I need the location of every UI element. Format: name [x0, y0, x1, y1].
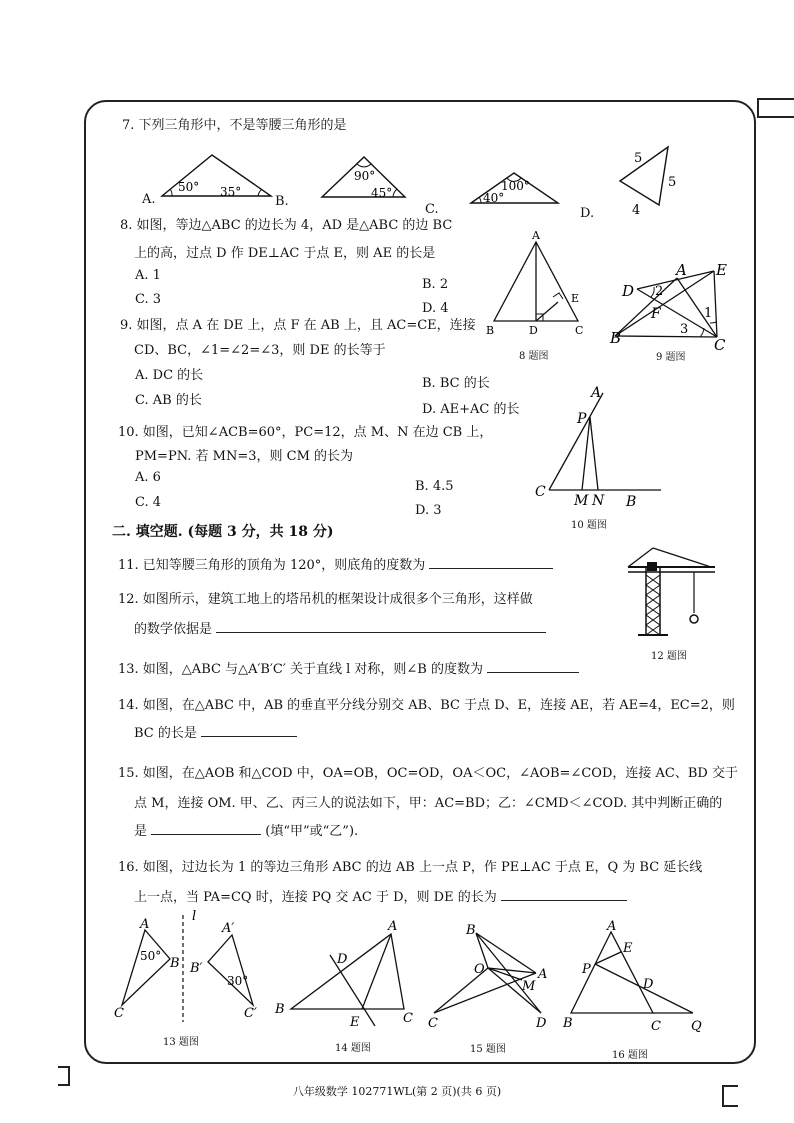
q7-option-a: A. — [142, 192, 156, 207]
q9-label-d: D — [622, 282, 635, 300]
q12-stem-2: 的数学依据是 — [134, 622, 213, 637]
fig16-label-q: Q — [691, 1019, 702, 1034]
q13-stem: 13. 如图，△ABC 与△A′B′C′ 关于直线 l 对称，则∠B 的度数为 — [118, 662, 483, 677]
fig13-label-b-prime: B′ — [190, 961, 203, 976]
fig15-caption: 15 题图 — [470, 1044, 506, 1055]
fig13-label-l: l — [192, 909, 197, 924]
fig14-label-d: D — [337, 952, 348, 967]
fig15-label-a: A — [538, 967, 548, 982]
q7-stem: 7. 下列三角形中，不是等腰三角形的是 — [122, 118, 347, 133]
section-2-heading: 二. 填空题. (每题 3 分，共 18 分) — [112, 524, 334, 540]
q8-option-b: B. 2 — [422, 277, 449, 292]
q7-option-d: D. — [580, 206, 595, 221]
q9-caption: 9 题图 — [656, 352, 686, 363]
q9-label-a: A — [676, 261, 687, 279]
q7-c-angle-100: 100° — [501, 179, 530, 193]
q10-option-d: D. 3 — [415, 503, 442, 518]
q12-line-1: 12. 如图所示，建筑工地上的塔吊机的框架设计成很多个三角形，这样做 — [118, 592, 533, 607]
q8-option-c: C. 3 — [135, 292, 162, 307]
fig14-label-e: E — [350, 1015, 360, 1030]
q14-stem-2: BC 的长是 — [134, 726, 197, 741]
q10-line-1: 10. 如图，已知∠ACB=60°，PC=12，点 M、N 在边 CB 上， — [118, 425, 493, 440]
q7-b-angle-90: 90° — [354, 169, 376, 183]
q9-option-d: D. AE+AC 的长 — [422, 402, 520, 417]
q9-label-f: F — [651, 306, 661, 322]
q15-stem-3b: (填“甲”或“乙”). — [265, 824, 359, 839]
q9-line-2: CD、BC，∠1=∠2=∠3，则 DE 的长等于 — [134, 343, 386, 358]
q10-label-n: N — [592, 493, 605, 509]
fig14-label-b: B — [275, 1002, 285, 1017]
q10-option-a: A. 6 — [135, 470, 161, 485]
q8-line-2: 上的高，过点 D 作 DE⊥AC 于点 E，则 AE 的长是 — [134, 246, 436, 261]
q14-line-1: 14. 如图，在△ABC 中，AB 的垂直平分线分别交 AB、BC 于点 D、E，连接 AE，若 AE=4，EC=2，则 — [118, 698, 735, 713]
q10-label-b: B — [626, 494, 637, 510]
q10-option-b: B. 4.5 — [415, 479, 454, 494]
q7-d-side-4: 4 — [632, 203, 641, 218]
fig13-label-c: C — [114, 1006, 124, 1021]
q10-option-c: C. 4 — [135, 495, 162, 510]
fig13-angle-30: 30° — [227, 974, 249, 988]
fig13-angle-50: 50° — [140, 949, 162, 963]
q15-line-1: 15. 如图，在△AOB 和△COD 中，OA=OB，OC=OD，OA＜OC，∠AOB=∠COD，连接 AC、BD 交于 — [118, 766, 738, 781]
fig16-label-p: P — [582, 962, 591, 977]
q15-line-2: 点 M，连接 OM. 甲、乙、丙三人的说法如下，甲：AC=BD；乙：∠CMD＜∠COD. 其中判断正确的 — [134, 796, 723, 811]
fig16-label-c: C — [651, 1019, 661, 1034]
q9-option-c: C. AB 的长 — [135, 393, 202, 408]
q10-label-a: A — [591, 385, 602, 401]
q7-c-angle-40: 40° — [483, 191, 505, 205]
q8-caption: 8 题图 — [519, 351, 549, 362]
q8-label-b: B — [486, 324, 495, 337]
q11-stem: 11. 已知等腰三角形的顶角为 120°，则底角的度数为 — [118, 558, 426, 573]
fig16-label-a: A — [607, 919, 617, 934]
fig15-label-m: M — [522, 979, 536, 994]
fig13-label-a: A — [140, 917, 150, 932]
page-footer: 八年级数学 102771WL(第 2 页)(共 6 页) — [292, 1085, 502, 1098]
q8-option-d: D. 4 — [422, 301, 449, 316]
q16-line-1: 16. 如图，过边长为 1 的等边三角形 ABC 的边 AB 上一点 P，作 PE⊥AC 于点 E，Q 为 BC 延长线 — [118, 860, 703, 875]
q10-caption: 10 题图 — [571, 520, 607, 531]
q10-label-c: C — [535, 484, 546, 500]
q10-label-p: P — [577, 411, 587, 427]
q9-label-2: 2 — [655, 284, 664, 299]
q7-b-angle-45: 45° — [371, 186, 393, 200]
q7-option-c: C. — [425, 202, 439, 217]
fig14-caption: 14 题图 — [335, 1043, 371, 1054]
q8-line-1: 8. 如图，等边△ABC 的边长为 4，AD 是△ABC 的边 BC — [120, 218, 453, 233]
q10-label-m: M — [574, 493, 589, 509]
fig13-label-a-prime: A′ — [222, 921, 235, 936]
q9-label-e: E — [716, 261, 727, 279]
fig15-label-o: O — [474, 962, 485, 977]
q7-a-angle-50: 50° — [178, 180, 200, 194]
fig13-label-c-prime: C′ — [244, 1006, 257, 1021]
fig13-label-b: B — [170, 956, 180, 971]
q12-caption: 12 题图 — [651, 651, 687, 662]
fig15-label-d: D — [536, 1016, 547, 1031]
fig15-label-b: B — [466, 923, 476, 938]
q7-d-side-5b: 5 — [668, 175, 677, 190]
q8-label-c: C — [575, 324, 584, 337]
fig15-label-c: C — [428, 1016, 438, 1031]
q8-option-a: A. 1 — [135, 268, 161, 283]
q9-label-3: 3 — [680, 322, 689, 337]
q9-option-a: A. DC 的长 — [135, 368, 204, 383]
fig14-label-a: A — [388, 919, 398, 934]
fig16-label-d: D — [643, 977, 654, 992]
q16-stem-2: 上一点，当 PA=CQ 时，连接 PQ 交 AC 于 D，则 DE 的长为 — [134, 890, 497, 905]
q7-d-side-5a: 5 — [634, 151, 643, 166]
q9-label-c: C — [714, 336, 726, 354]
fig14-label-c: C — [403, 1011, 413, 1026]
q8-label-d: D — [529, 324, 538, 337]
q9-option-b: B. BC 的长 — [422, 376, 490, 391]
q9-label-1: 1 — [704, 306, 713, 321]
q8-label-e: E — [571, 292, 580, 305]
q9-label-b: B — [610, 329, 622, 347]
q10-line-2: PM=PN. 若 MN=3，则 CM 的长为 — [135, 449, 354, 464]
q7-option-b: B. — [275, 194, 289, 209]
fig16-label-e: E — [623, 941, 633, 956]
q8-label-a: A — [532, 229, 540, 242]
fig16-label-b: B — [563, 1016, 573, 1031]
q7-a-angle-35: 35° — [220, 185, 242, 199]
q9-line-1: 9. 如图，点 A 在 DE 上，点 F 在 AB 上，且 AC=CE，连接 — [120, 318, 476, 333]
fig16-caption: 16 题图 — [612, 1050, 648, 1061]
q15-stem-3a: 是 — [134, 824, 148, 839]
fig13-caption: 13 题图 — [163, 1037, 199, 1048]
